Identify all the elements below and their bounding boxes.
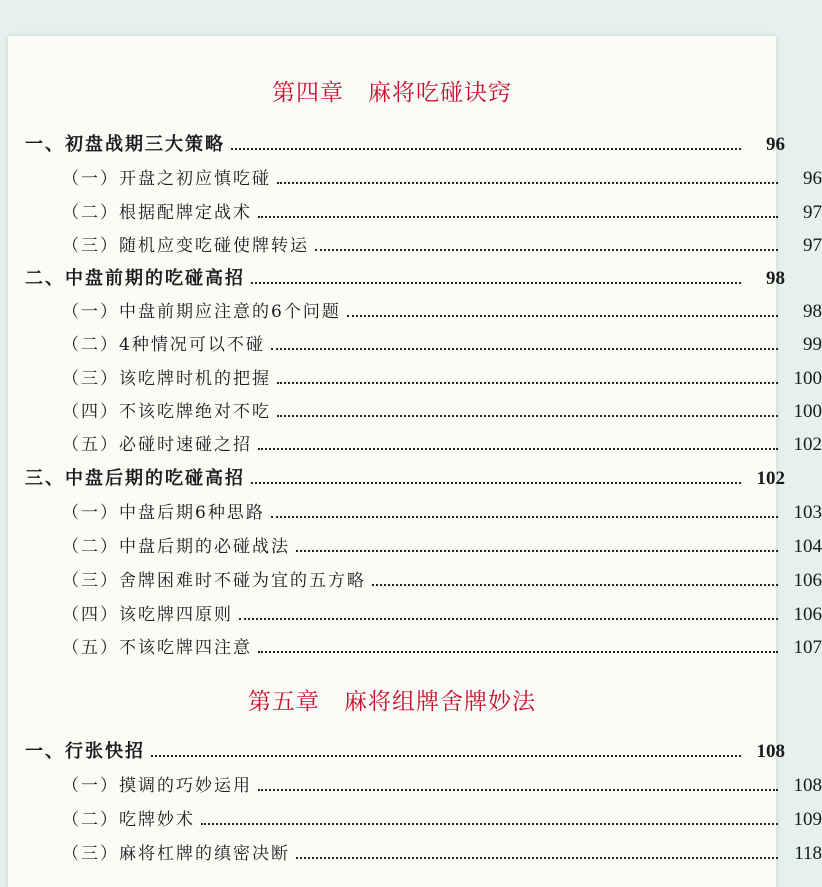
page-number: 103 (793, 502, 822, 523)
page-number: 97 (803, 235, 822, 256)
toc-entry (8, 496, 822, 522)
leader-dots (258, 651, 778, 653)
leader-dots (231, 148, 741, 150)
page-number: 96 (803, 168, 822, 189)
toc-section-label: 一、初盘战期三大策略 (25, 134, 225, 155)
toc-entry (8, 564, 822, 590)
toc-section (8, 735, 785, 761)
leader-dots (258, 216, 778, 218)
toc-entry-label: （一）开盘之初应慎吃碰 (62, 169, 271, 189)
toc-entry (8, 162, 822, 188)
page-number: 98 (766, 268, 785, 289)
leader-dots (277, 415, 778, 417)
page-number: 118 (794, 843, 822, 864)
page-number: 98 (803, 301, 822, 322)
leader-dots (201, 823, 778, 825)
leader-dots (296, 857, 778, 859)
leader-dots (251, 282, 741, 284)
page-number: 107 (793, 637, 822, 658)
page-number: 96 (766, 134, 785, 155)
page-number: 97 (803, 202, 822, 223)
toc-section (8, 462, 785, 488)
leader-dots (271, 516, 778, 518)
page-number: 102 (793, 434, 822, 455)
toc-entry (8, 229, 822, 255)
book-page (8, 36, 822, 887)
leader-dots (347, 315, 778, 317)
toc-entry (8, 769, 822, 795)
toc-entry-label: （四）不该吃牌绝对不吃 (62, 402, 271, 422)
toc-entry-label: （三）随机应变吃碰使牌转运 (62, 236, 309, 256)
toc-entry-label: （一）中盘后期6种思路 (62, 503, 265, 523)
page-number: 104 (793, 536, 822, 557)
toc-entry (8, 598, 822, 624)
chapter-title: 第四章 麻将吃碰诀窍 (272, 80, 512, 106)
toc-section (8, 262, 785, 288)
toc-section-label: 一、行张快招 (25, 741, 145, 762)
leader-dots (277, 382, 778, 384)
chapter-title: 第五章 麻将组牌舍牌妙法 (248, 689, 536, 715)
leader-dots (315, 249, 778, 251)
toc-section (8, 128, 785, 154)
toc-entry (8, 631, 822, 657)
toc-entry-label: （三）麻将杠牌的缜密决断 (62, 844, 290, 864)
toc-entry-label: （二）根据配牌定战术 (62, 203, 252, 223)
toc-entry (8, 803, 822, 829)
toc-entry (8, 328, 822, 354)
toc-entry-label: （三）该吃牌时机的把握 (62, 369, 271, 389)
toc-section-label: 三、中盘后期的吃碰高招 (25, 468, 245, 489)
toc-entry-label: （二）吃牌妙术 (62, 810, 195, 830)
page-number: 100 (793, 368, 822, 389)
page-number: 108 (793, 775, 822, 796)
leader-dots (251, 482, 741, 484)
leader-dots (239, 618, 778, 620)
toc-entry-label: （五）必碰时速碰之招 (62, 435, 252, 455)
toc-entry-label: （四）该吃牌四原则 (62, 605, 233, 625)
toc-entry (8, 837, 822, 863)
leader-dots (271, 348, 778, 350)
leader-dots (151, 755, 741, 757)
toc-entry-label: （三）舍牌困难时不碰为宜的五方略 (62, 571, 366, 591)
page-number: 106 (793, 604, 822, 625)
leader-dots (372, 584, 778, 586)
toc-entry-label: （一）中盘前期应注意的6个问题 (62, 302, 341, 322)
toc-entry (8, 395, 822, 421)
page-number: 99 (803, 334, 822, 355)
toc-entry-label: （五）不该吃牌四注意 (62, 638, 252, 658)
toc-entry-label: （二）中盘后期的必碰战法 (62, 537, 290, 557)
toc-entry (8, 196, 822, 222)
leader-dots (296, 550, 778, 552)
page-number: 109 (793, 809, 822, 830)
toc-entry-label: （一）摸调的巧妙运用 (62, 776, 252, 796)
toc-entry (8, 428, 822, 454)
leader-dots (277, 182, 778, 184)
leader-dots (258, 789, 778, 791)
page-number: 106 (793, 570, 822, 591)
leader-dots (258, 448, 778, 450)
page-number: 100 (793, 401, 822, 422)
toc-entry (8, 530, 822, 556)
toc-entry (8, 362, 822, 388)
page-number: 108 (756, 741, 785, 762)
toc-entry (8, 295, 822, 321)
toc-section-label: 二、中盘前期的吃碰高招 (25, 268, 245, 289)
page-number: 102 (756, 468, 785, 489)
toc-entry-label: （二）4种情况可以不碰 (62, 335, 265, 355)
